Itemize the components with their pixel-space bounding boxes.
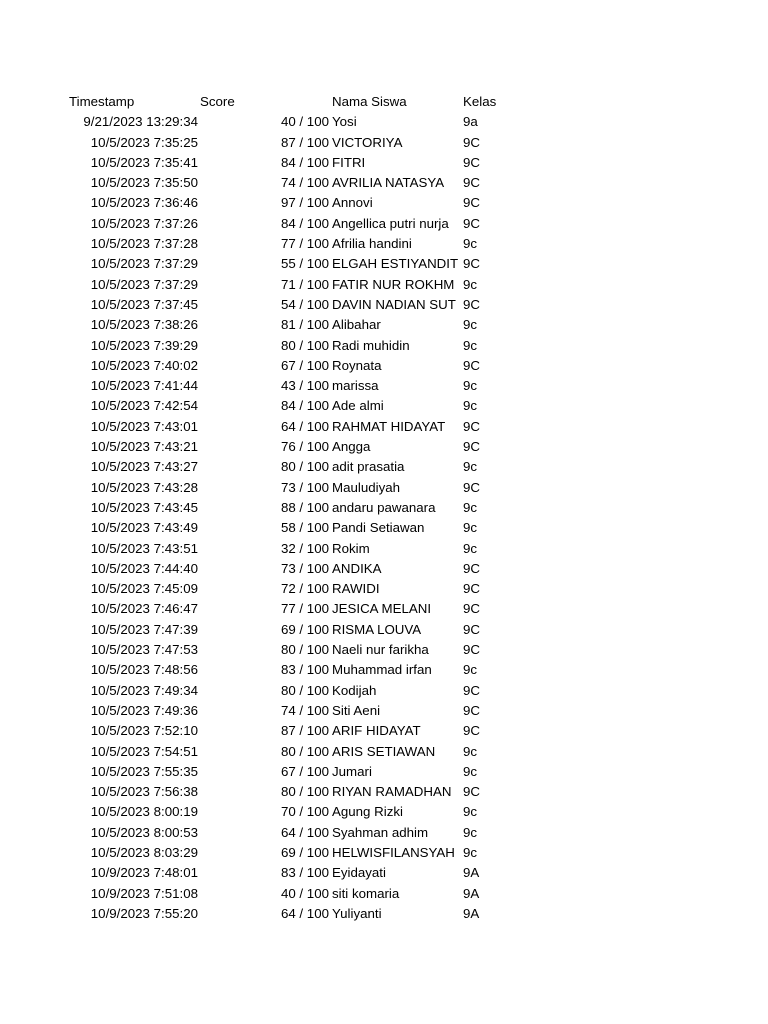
kelas-cell: 9C [463, 154, 480, 170]
score-cell: 54 / 100 [280, 296, 329, 312]
kelas-cell: 9c [463, 520, 478, 536]
name-cell: Ade almi [332, 398, 384, 414]
name-cell: Radi muhidin [332, 337, 410, 353]
table-row [0, 884, 768, 904]
score-cell: 97 / 100 [280, 195, 329, 211]
table-row [0, 295, 768, 315]
table-row [0, 112, 768, 132]
timestamp-cell: 10/9/2023 7:51:08 [90, 885, 198, 901]
table-row [0, 660, 768, 680]
name-cell: Syahman adhim [332, 824, 429, 840]
kelas-cell: 9C [463, 357, 480, 373]
kelas-cell: 9C [463, 195, 480, 211]
score-cell: 80 / 100 [280, 743, 329, 759]
score-cell: 87 / 100 [280, 723, 329, 739]
timestamp-cell: 10/5/2023 7:43:01 [90, 418, 198, 434]
kelas-cell: 9C [463, 175, 480, 191]
table-row [0, 437, 768, 457]
timestamp-cell: 10/5/2023 8:00:53 [90, 824, 198, 840]
table-row [0, 275, 768, 295]
score-cell: 58 / 100 [280, 520, 329, 536]
name-cell: RISMA LOUVA [332, 621, 422, 637]
name-cell: RAWIDI [332, 581, 380, 597]
name-cell: Eyidayati [332, 865, 386, 881]
table-row [0, 133, 768, 153]
name-cell: ARIF HIDAYAT [332, 723, 421, 739]
score-cell: 64 / 100 [280, 905, 329, 921]
score-cell: 80 / 100 [280, 459, 329, 475]
name-cell: Kodijah [332, 682, 377, 698]
score-cell: 67 / 100 [280, 357, 329, 373]
timestamp-cell: 10/5/2023 7:38:26 [90, 317, 198, 333]
name-cell: Naeli nur farikha [332, 642, 429, 658]
score-cell: 73 / 100 [280, 560, 329, 576]
table-row [0, 539, 768, 559]
name-cell: Siti Aeni [332, 702, 381, 718]
kelas-cell: 9C [463, 642, 480, 658]
timestamp-cell: 10/9/2023 7:48:01 [90, 865, 198, 881]
name-cell: Agung Rizki [332, 804, 403, 820]
header-name: Nama Siswa [332, 94, 407, 109]
score-cell: 83 / 100 [280, 865, 329, 881]
kelas-cell: 9c [463, 236, 478, 252]
name-cell: siti komaria [332, 885, 400, 901]
table-row [0, 336, 768, 356]
name-cell: Afrilia handini [332, 236, 412, 252]
kelas-cell: 9C [463, 296, 480, 312]
score-cell: 83 / 100 [280, 662, 329, 678]
score-cell: 80 / 100 [280, 682, 329, 698]
name-cell: Muhammad irfan [332, 662, 432, 678]
score-cell: 64 / 100 [280, 824, 329, 840]
timestamp-cell: 10/5/2023 7:47:39 [90, 621, 198, 637]
score-cell: 80 / 100 [280, 784, 329, 800]
kelas-cell: 9c [463, 398, 478, 414]
kelas-cell: 9c [463, 824, 478, 840]
timestamp-cell: 10/5/2023 7:40:02 [90, 357, 198, 373]
score-cell: 40 / 100 [280, 885, 329, 901]
kelas-cell: 9c [463, 763, 478, 779]
score-cell: 40 / 100 [280, 114, 329, 130]
table-row [0, 173, 768, 193]
timestamp-cell: 10/5/2023 8:03:29 [90, 844, 198, 860]
kelas-cell: 9C [463, 418, 480, 434]
timestamp-cell: 10/9/2023 7:55:20 [90, 905, 198, 921]
score-cell: 69 / 100 [280, 844, 329, 860]
name-cell: Angellica putri nurja [332, 215, 449, 231]
kelas-cell: 9C [463, 256, 480, 272]
timestamp-cell: 10/5/2023 7:52:10 [90, 723, 198, 739]
kelas-cell: 9c [463, 378, 478, 394]
name-cell: Alibahar [332, 317, 381, 333]
kelas-cell: 9C [463, 439, 480, 455]
table-row [0, 843, 768, 863]
name-cell: ARIS SETIAWAN [332, 743, 436, 759]
name-cell: Rokim [332, 540, 370, 556]
name-cell: Pandi Setiawan [332, 520, 425, 536]
kelas-cell: 9c [463, 743, 478, 759]
name-cell: RAHMAT HIDAYAT [332, 418, 446, 434]
kelas-cell: 9C [463, 621, 480, 637]
table-row [0, 234, 768, 254]
timestamp-cell: 10/5/2023 7:39:29 [90, 337, 198, 353]
kelas-cell: 9C [463, 682, 480, 698]
timestamp-cell: 10/5/2023 7:43:28 [90, 479, 198, 495]
timestamp-cell: 10/5/2023 7:42:54 [90, 398, 198, 414]
name-cell: Annovi [332, 195, 373, 211]
timestamp-cell: 10/5/2023 7:44:40 [90, 560, 198, 576]
timestamp-cell: 10/5/2023 7:56:38 [90, 784, 198, 800]
score-cell: 84 / 100 [280, 215, 329, 231]
name-cell: Roynata [332, 357, 382, 373]
timestamp-cell: 10/5/2023 7:37:45 [90, 296, 198, 312]
score-cell: 64 / 100 [280, 418, 329, 434]
name-cell: RIYAN RAMADHAN [332, 784, 452, 800]
table-row [0, 599, 768, 619]
table-row [0, 376, 768, 396]
name-cell: ANDIKA [332, 560, 382, 576]
table-row [0, 640, 768, 660]
timestamp-cell: 10/5/2023 7:37:28 [90, 236, 198, 252]
name-cell: ELGAH ESTIYANDIT [332, 256, 459, 272]
timestamp-cell: 10/5/2023 7:48:56 [90, 662, 198, 678]
score-cell: 76 / 100 [280, 439, 329, 455]
timestamp-cell: 10/5/2023 7:35:41 [90, 154, 198, 170]
score-cell: 55 / 100 [280, 256, 329, 272]
score-cell: 84 / 100 [280, 398, 329, 414]
timestamp-cell: 10/5/2023 7:43:49 [90, 520, 198, 536]
name-cell: marissa [332, 378, 379, 394]
header-timestamp: Timestamp [69, 94, 135, 109]
kelas-cell: 9c [463, 804, 478, 820]
timestamp-cell: 10/5/2023 7:43:27 [90, 459, 198, 475]
kelas-cell: 9C [463, 215, 480, 231]
score-cell: 80 / 100 [280, 337, 329, 353]
table-row [0, 417, 768, 437]
table-row [0, 782, 768, 802]
kelas-cell: 9C [463, 479, 480, 495]
timestamp-cell: 10/5/2023 7:49:36 [90, 702, 198, 718]
timestamp-cell: 10/5/2023 7:54:51 [90, 743, 198, 759]
table-row [0, 742, 768, 762]
table-row [0, 681, 768, 701]
table-body [0, 112, 768, 924]
timestamp-cell: 10/5/2023 7:37:29 [90, 276, 198, 292]
name-cell: Yuliyanti [332, 905, 382, 921]
timestamp-cell: 10/5/2023 7:37:29 [90, 256, 198, 272]
kelas-cell: 9A [463, 885, 480, 901]
table-row [0, 315, 768, 335]
kelas-cell: 9c [463, 276, 478, 292]
name-cell: andaru pawanara [332, 499, 436, 515]
table-row [0, 802, 768, 822]
table-row [0, 193, 768, 213]
timestamp-cell: 10/5/2023 7:35:50 [90, 175, 198, 191]
kelas-cell: 9A [463, 905, 480, 921]
timestamp-cell: 10/5/2023 7:41:44 [90, 378, 198, 394]
kelas-cell: 9C [463, 581, 480, 597]
name-cell: Yosi [332, 114, 357, 130]
score-cell: 80 / 100 [280, 642, 329, 658]
table-row [0, 478, 768, 498]
score-cell: 87 / 100 [280, 134, 329, 150]
score-cell: 73 / 100 [280, 479, 329, 495]
table-row [0, 579, 768, 599]
kelas-cell: 9c [463, 499, 478, 515]
timestamp-cell: 10/5/2023 8:00:19 [90, 804, 198, 820]
timestamp-cell: 9/21/2023 13:29:34 [83, 114, 198, 130]
score-cell: 43 / 100 [280, 378, 329, 394]
timestamp-cell: 10/5/2023 7:43:45 [90, 499, 198, 515]
table-row [0, 904, 768, 924]
kelas-cell: 9C [463, 601, 480, 617]
kelas-cell: 9c [463, 844, 478, 860]
timestamp-cell: 10/5/2023 7:46:47 [90, 601, 198, 617]
kelas-cell: 9c [463, 459, 478, 475]
score-cell: 88 / 100 [280, 499, 329, 515]
timestamp-cell: 10/5/2023 7:45:09 [90, 581, 198, 597]
table-row [0, 518, 768, 538]
score-cell: 32 / 100 [280, 540, 329, 556]
spreadsheet-table [0, 92, 768, 924]
name-cell: AVRILIA NATASYA [332, 175, 445, 191]
timestamp-cell: 10/5/2023 7:43:51 [90, 540, 198, 556]
name-cell: Jumari [332, 763, 372, 779]
score-cell: 74 / 100 [280, 702, 329, 718]
kelas-cell: 9a [463, 114, 478, 130]
score-cell: 81 / 100 [280, 317, 329, 333]
timestamp-cell: 10/5/2023 7:36:46 [90, 195, 198, 211]
name-cell: Mauludiyah [332, 479, 401, 495]
score-cell: 69 / 100 [280, 621, 329, 637]
timestamp-cell: 10/5/2023 7:43:21 [90, 439, 198, 455]
kelas-cell: 9c [463, 317, 478, 333]
score-cell: 74 / 100 [280, 175, 329, 191]
header-kelas: Kelas [463, 94, 497, 109]
name-cell: VICTORIYA [332, 134, 403, 150]
kelas-cell: 9C [463, 560, 480, 576]
timestamp-cell: 10/5/2023 7:37:26 [90, 215, 198, 231]
kelas-cell: 9c [463, 337, 478, 353]
name-cell: FATIR NUR ROKHM [332, 276, 455, 292]
score-cell: 77 / 100 [280, 601, 329, 617]
score-cell: 70 / 100 [280, 804, 329, 820]
name-cell: JESICA MELANI [332, 601, 432, 617]
table-row [0, 701, 768, 721]
table-row [0, 721, 768, 741]
table-row [0, 356, 768, 376]
kelas-cell: 9C [463, 784, 480, 800]
table-row [0, 823, 768, 843]
score-cell: 72 / 100 [280, 581, 329, 597]
timestamp-cell: 10/5/2023 7:47:53 [90, 642, 198, 658]
table-row [0, 254, 768, 274]
timestamp-cell: 10/5/2023 7:35:25 [90, 134, 198, 150]
timestamp-cell: 10/5/2023 7:55:35 [90, 763, 198, 779]
table-row [0, 214, 768, 234]
table-row [0, 498, 768, 518]
name-cell: adit prasatia [332, 459, 405, 475]
kelas-cell: 9c [463, 540, 478, 556]
score-cell: 77 / 100 [280, 236, 329, 252]
score-cell: 71 / 100 [280, 276, 329, 292]
kelas-cell: 9C [463, 723, 480, 739]
name-cell: DAVIN NADIAN SUT [332, 296, 456, 312]
header-score: Score [200, 94, 235, 109]
name-cell: HELWISFILANSYAH [332, 844, 455, 860]
table-row [0, 153, 768, 173]
table-row [0, 620, 768, 640]
kelas-cell: 9c [463, 662, 478, 678]
table-row [0, 863, 768, 883]
score-cell: 67 / 100 [280, 763, 329, 779]
kelas-cell: 9C [463, 702, 480, 718]
timestamp-cell: 10/5/2023 7:49:34 [90, 682, 198, 698]
kelas-cell: 9A [463, 865, 480, 881]
kelas-cell: 9C [463, 134, 480, 150]
table-row [0, 457, 768, 477]
score-cell: 84 / 100 [280, 154, 329, 170]
name-cell: FITRI [332, 154, 366, 170]
table-row [0, 762, 768, 782]
header-row [0, 92, 768, 112]
table-row [0, 396, 768, 416]
name-cell: Angga [332, 439, 371, 455]
table-row [0, 559, 768, 579]
